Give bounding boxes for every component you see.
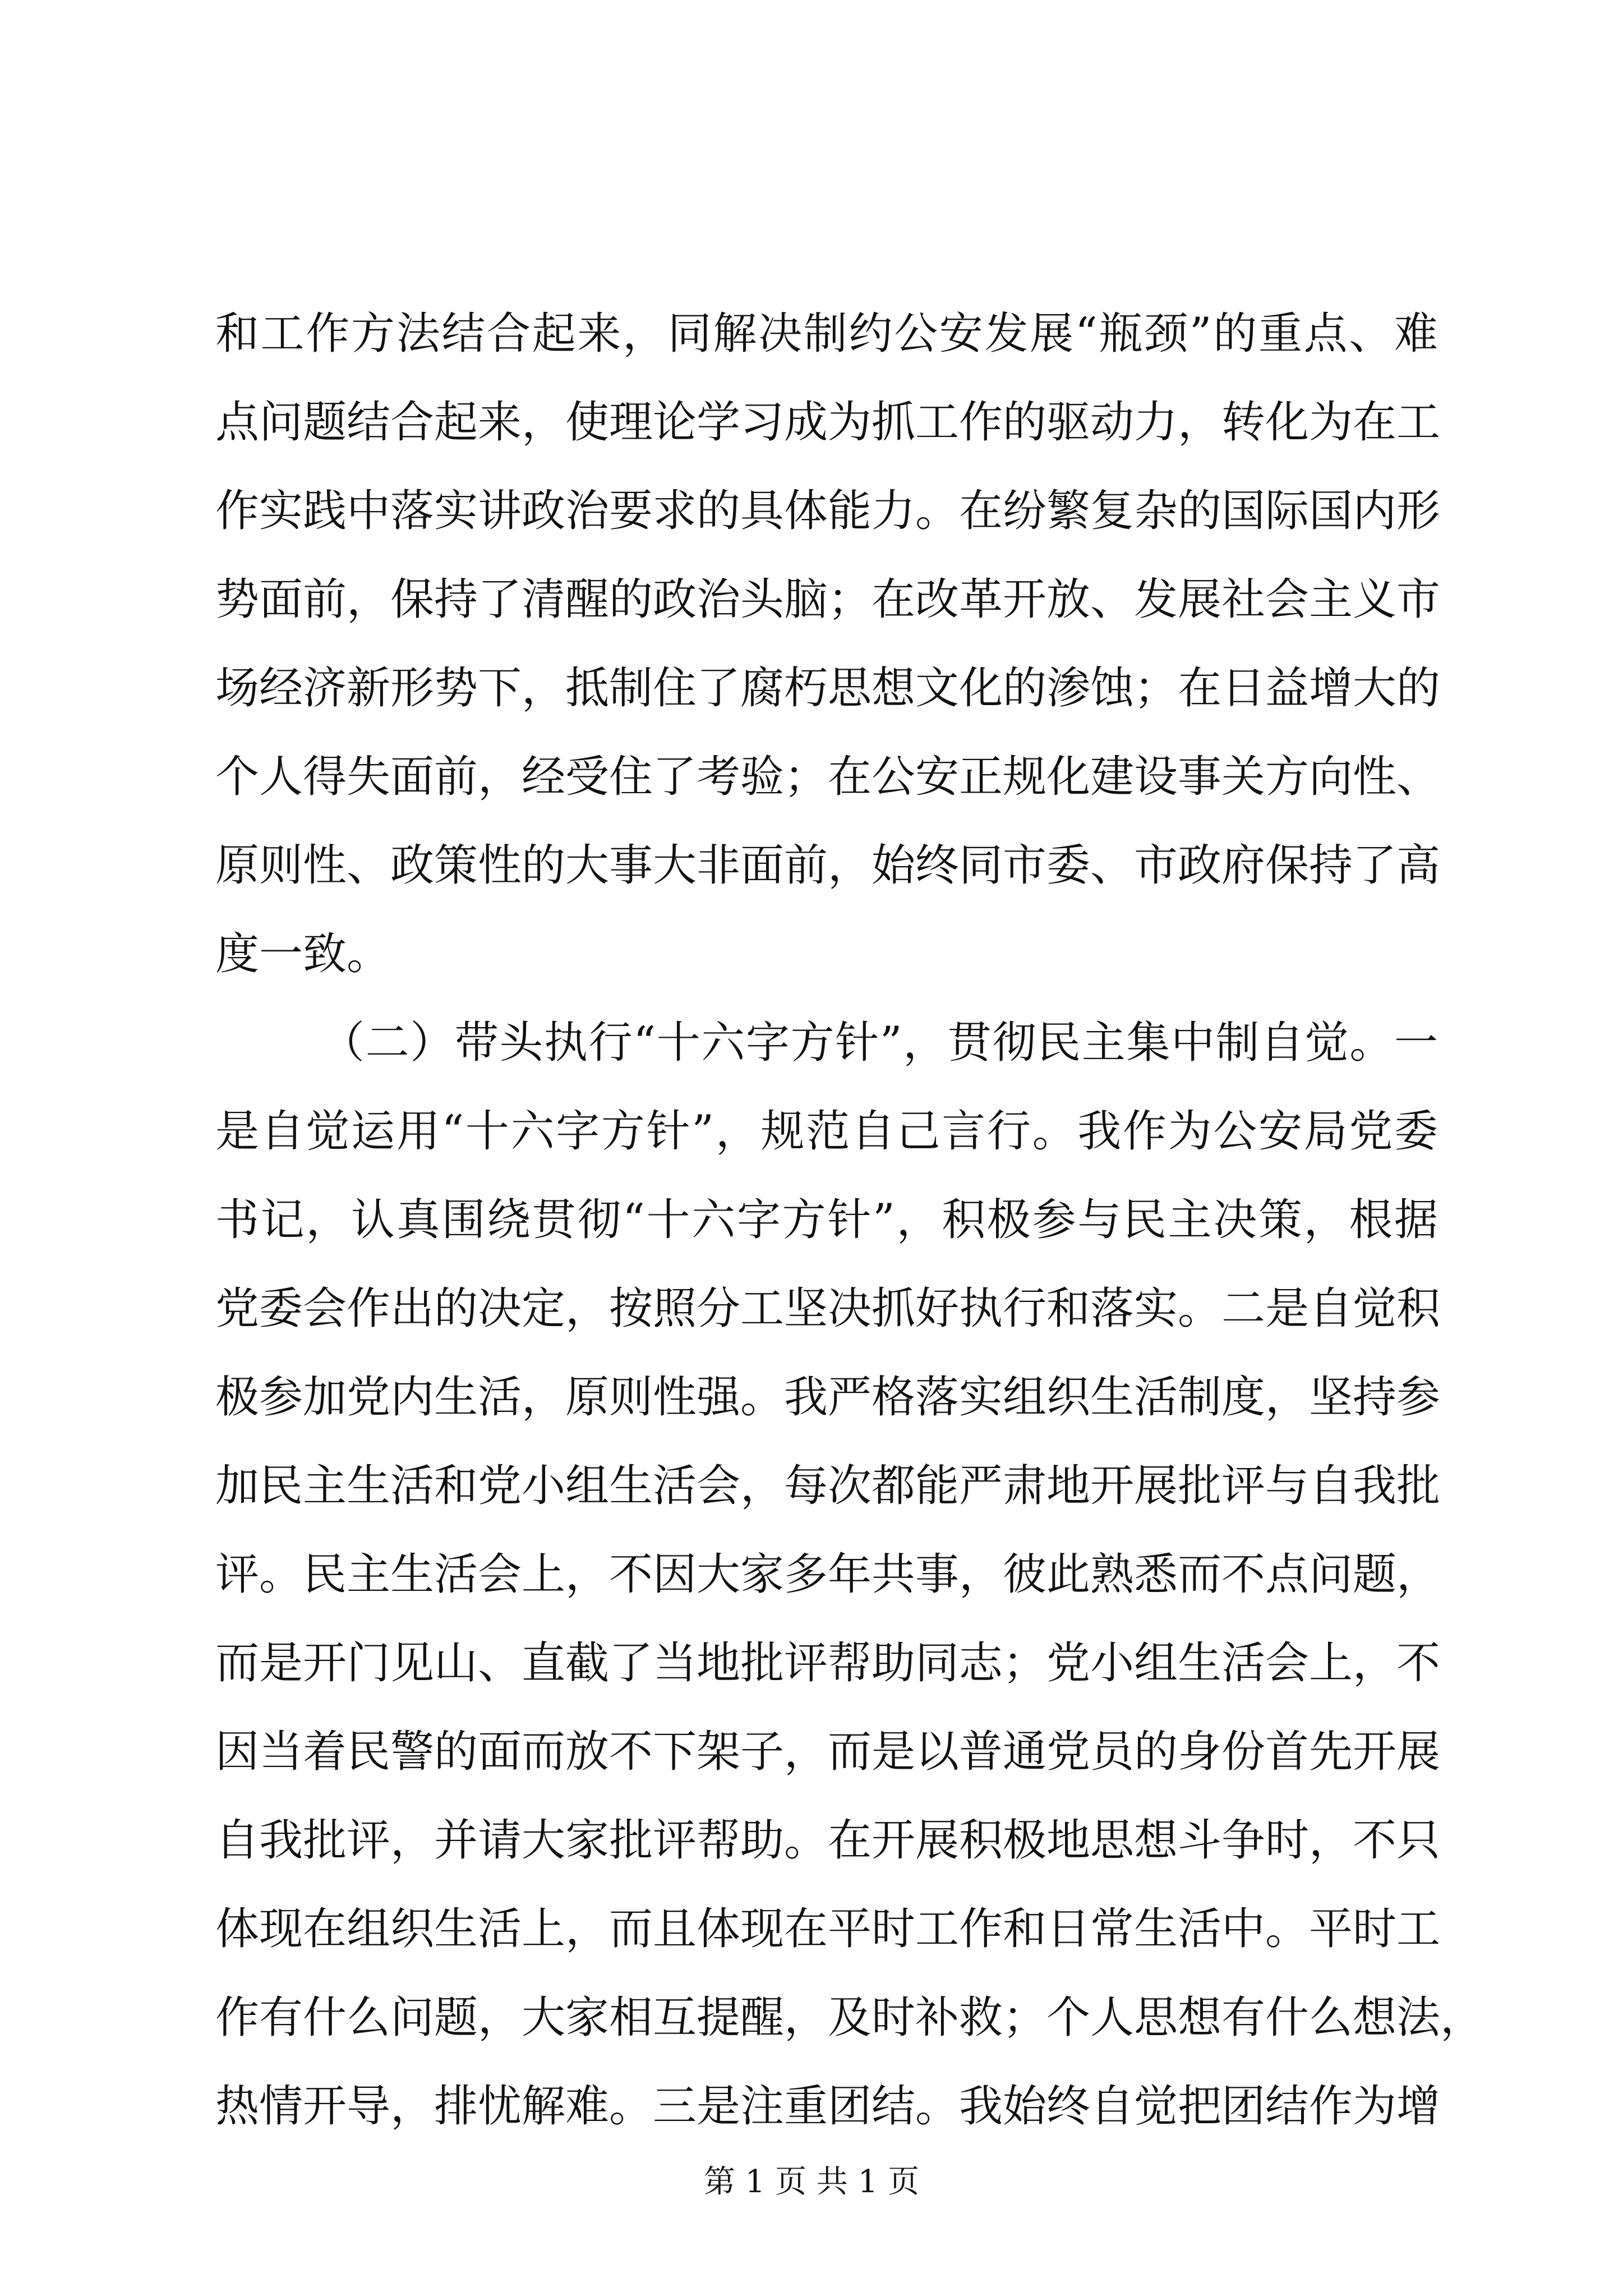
text-line: 作有什么问题，大家相互提醒，及时补救；个人思想有什么想法， [215,1993,1484,2043]
text-line: 极参加党内生活，原则性强。我严格落实组织生活制度，坚持参 [215,1372,1441,1423]
page-footer: 第 1 页 共 1 页 [703,2164,920,2200]
text-line: 加民主生活和党小组生活会，每次都能严肃地开展批评与自我批 [215,1461,1441,1511]
text-line: 热情开导，排忧解难。三是注重团结。我始终自觉把团结作为增 [215,2081,1441,2132]
text-line: 原则性、政策性的大事大非面前，始终同市委、市政府保持了高 [215,840,1441,891]
text-line: 评。民主生活会上，不因大家多年共事，彼此熟悉而不点问题， [215,1549,1441,1600]
text-line: 度一致。 [215,929,391,979]
text-line: 党委会作出的决定，按照分工坚决抓好执行和落实。二是自觉积 [215,1283,1441,1334]
text-line: 因当着民警的面而放不下架子，而是以普通党员的身份首先开展 [215,1727,1441,1777]
text-line: 个人得失面前，经受住了考验；在公安正规化建设事关方向性、 [215,752,1441,802]
text-line: 和工作方法结合起来，同解决制约公安发展“瓶颈”的重点、难 [215,309,1438,359]
text-line: 体现在组织生活上，而且体现在平时工作和日常生活中。平时工 [215,1904,1441,1954]
text-line: 书记，认真围绕贯彻“十六字方针”，积极参与民主决策，根据 [215,1195,1438,1245]
text-line: 而是开门见山、直截了当地批评帮助同志；党小组生活会上，不 [215,1638,1441,1688]
text-line: 自我批评，并请大家批评帮助。在开展积极地思想斗争时，不只 [215,1815,1441,1866]
text-line: 场经济新形势下，抵制住了腐朽思想文化的渗蚀；在日益增大的 [215,663,1441,714]
section-heading-line: （二）带头执行“十六字方针”，贯彻民主集中制自觉。一 [321,1018,1438,1068]
text-line: 是自觉运用“十六字方针”，规范自己言行。我作为公安局党委 [215,1106,1438,1157]
text-line: 势面前，保持了清醒的政治头脑；在改革开放、发展社会主义市 [215,574,1441,625]
text-line: 作实践中落实讲政治要求的具体能力。在纷繁复杂的国际国内形 [215,486,1441,536]
text-line: 点问题结合起来，使理论学习成为抓工作的驱动力，转化为在工 [215,397,1441,448]
